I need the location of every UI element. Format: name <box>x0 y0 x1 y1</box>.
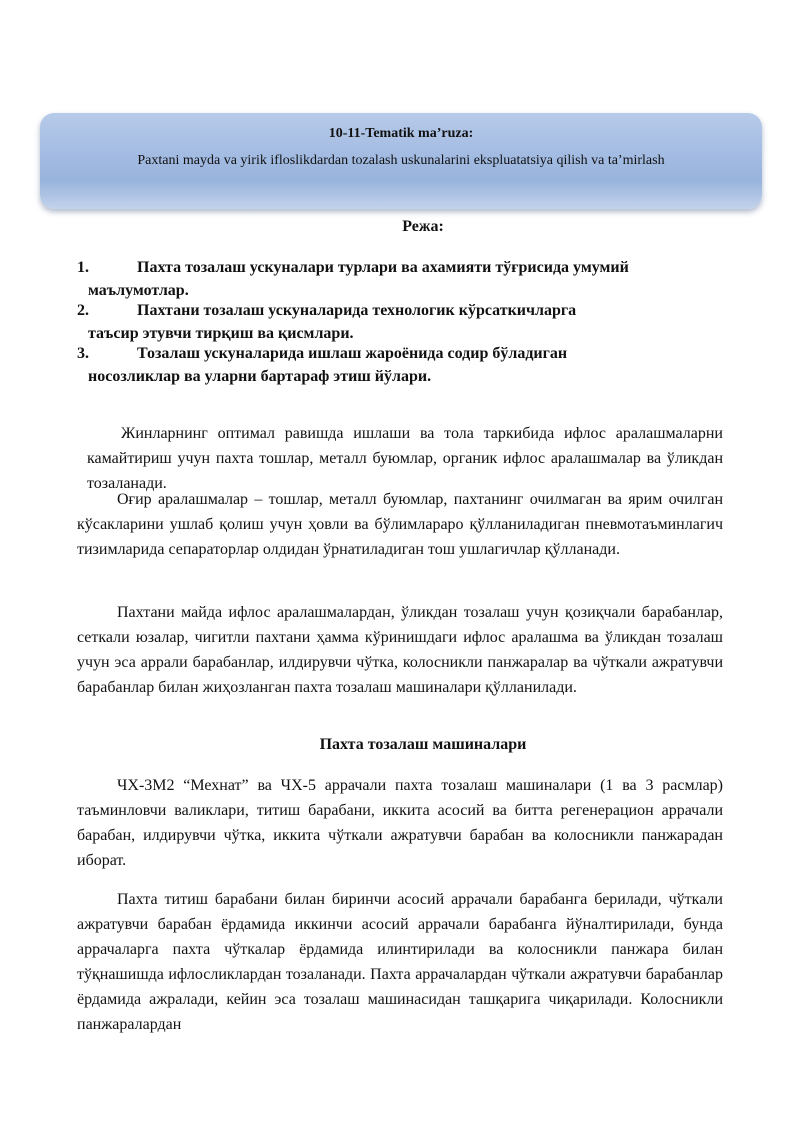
plan-item-number: 1. <box>77 259 89 276</box>
lecture-title: 10-11-Tematik ma’ruza: <box>328 126 474 141</box>
plan-item-text: Пахтани тозалаш ускуналарида технологик кўрсаткичларга <box>137 302 577 319</box>
lecture-title-banner <box>40 113 762 209</box>
plan-title: Режа: <box>402 218 444 235</box>
paragraph-4: ЧХ-3М2 “Мехнат” ва ЧХ-5 аррачали пахта тозалаш машиналари (1 ва 3 расмлар) таъминловчи валиклари, титиш барабани, иккита асосий ва битта регенерацион аррачали барабан, илдирувчи чўтка, иккита чўткали ажратувчи барабан ва колосникли панжарадан иборат. <box>77 777 723 869</box>
plan-item-number: 3. <box>77 345 89 362</box>
plan-item-text: Пахта тозалаш ускуналари турлари ва ахамияти тўғрисида умумий <box>137 259 629 276</box>
paragraph-3: Пахтани майда ифлос аралашмалардан, ўликдан тозалаш учун қозиқчали барабанлар, сеткали юзалар, чигитли пахтани ҳамма кўринишдаги ифлос аралашма ва ўликдан тозалаш учун эса аррали барабанлар, илдирувчи чўтка, колосникли панжаралар ва чўткали ажратувчи барабанлар билан жиҳозланган пахта тозалаш машиналари қўлланилади. <box>77 604 723 696</box>
plan-item-1 <box>77 256 737 302</box>
plan-item-3 <box>77 342 737 388</box>
paragraph-5: Пахта титиш барабани билан биринчи асосий аррачали барабанга берилади, чўткали ажратувчи барабан ёрдамида иккинчи асосий аррачали барабанга йўналтирилади, бунда аррачаларга пахта чўткалар ёрдамида илинтирилади ва колосникли панжара билан тўқнашишда ифлосликлардан тозаланади. Пахта аррачалардан чўткали ажратувчи барабанлар ёрдамида ажралади, кейин эса тозалаш машинасидан ташқарига чиқарилади. Колосникли панжаралардан <box>77 891 723 1033</box>
plan-item-text-cont: таъсир этувчи тирқиш ва қисмлари. <box>88 325 354 342</box>
paragraph-1: Жинларнинг оптимал равишда ишлаши ва тола таркибида ифлос аралашмаларни камайтириш учун пахта тошлар, металл буюмлар, органик ифлос аралашмалар ва ўликдан тозаланади. <box>87 425 723 492</box>
plan-item-2 <box>77 299 737 345</box>
plan-item-text: Тозалаш ускуналарида ишлаш жароёнида содир бўладиган <box>137 345 568 362</box>
plan-item-number: 2. <box>77 302 89 319</box>
lecture-subtitle: Paxtani mayda va yirik ifloslikdardan tozalash uskunalarini ekspluatatsiya qilish va ta’mirlash <box>137 153 665 168</box>
section-heading: Пахта тозалаш машиналари <box>319 736 527 753</box>
paragraph-2: Оғир аралашмалар – тошлар, металл буюмлар, пахтанинг очилмаган ва ярим очилган кўсакларини ушлаб қолиш учун ҳовли ва бўлимлараро қўлланиладиган пневмотаъминлагич тизимларида сепараторлар олдидан ўрнатиладиган тош ушлагичлар қўлланади. <box>77 491 723 558</box>
plan-item-text-cont: носозликлар ва уларни бартараф этиш йўлари. <box>88 368 432 385</box>
plan-item-text-cont: маълумотлар. <box>88 282 189 299</box>
